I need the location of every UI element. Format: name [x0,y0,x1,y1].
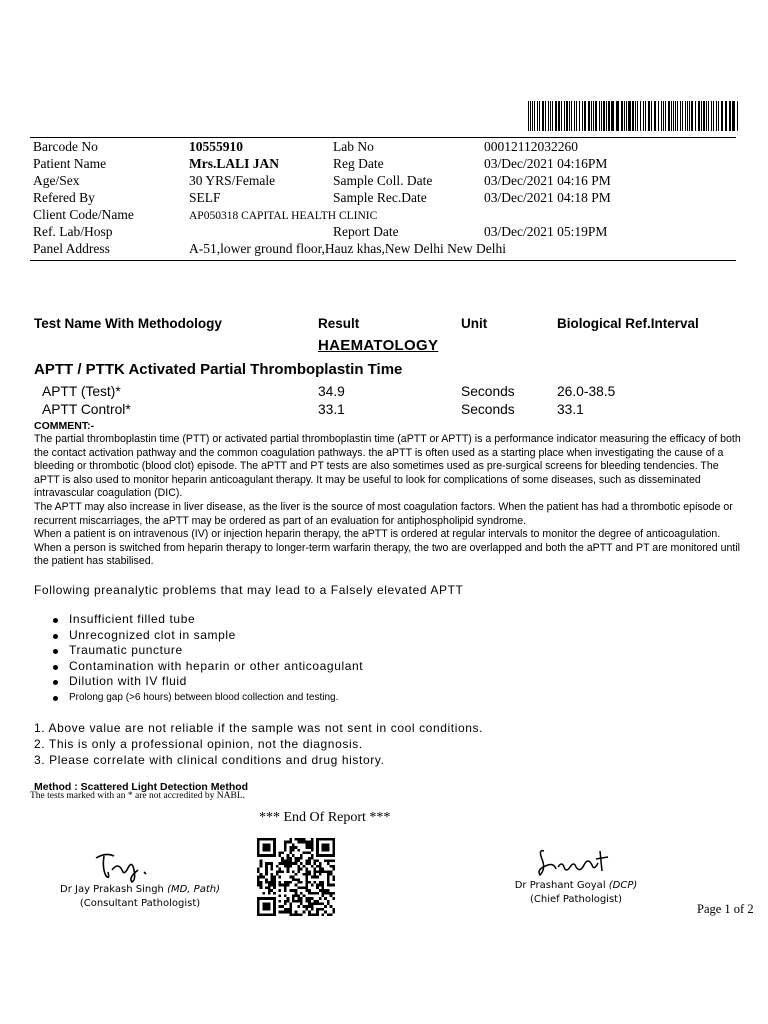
notes [34,720,483,768]
note-2: 2. This is only a professional opinion, not the diagnosis. [34,737,363,751]
doctor1-role: (Consultant Pathologist) [79,898,201,909]
result-unit-1: Seconds [461,384,515,399]
lab-value: 00012112032260 [484,139,578,154]
doctor2-role: (Chief Pathologist) [530,894,622,905]
ref-lab-label: Ref. Lab/Hosp [33,224,113,239]
patient-label: Patient Name [33,156,107,171]
client-value: AP050318 CAPITAL HEALTH CLINIC [189,210,378,222]
col-test-header: Test Name With Methodology [34,316,222,331]
header-top-rule [30,137,736,138]
bullet-icon [53,618,58,623]
regdate-value: 03/Dec/2021 04:16PM [484,156,608,171]
barcode-label: Barcode No [33,139,98,154]
doctor2-name: Dr Prashant Goyal [514,880,606,891]
patient-value: Mrs.LALI JAN [189,156,279,171]
qr-code [257,838,335,916]
panel-value: A-51,lower ground floor,Hauz khas,New Delhi New Delhi [189,241,506,256]
problem-item [52,674,363,690]
comment-label: COMMENT:- [34,420,95,432]
barcode-value: 10555910 [189,139,243,154]
comment-paragraph-2: The APTT may also increase in liver disease, as the liver is the source of most coagulation factors. When the patient has had a thrombotic episode or recurrent miscarriages, the aPTT may be ordered as part of an evaluation for antiphospholipid syndrome. [34,500,733,527]
problem-text: Prolong gap (>6 hours) between blood collection and testing. [69,691,339,703]
result-value-2: 33.1 [318,402,345,417]
patient-info [0,139,768,259]
signature-prashant-goyal [534,845,614,881]
method-text: Method : Scattered Light Detection Method [34,781,249,793]
collect-value: 03/Dec/2021 04:16 PM [484,173,611,188]
problem-text: Unrecognized clot in sample [69,627,236,642]
problem-item [52,659,363,675]
signature-jay-prakash-singh [92,850,162,884]
problem-text: Contamination with heparin or other anticoagulant [69,658,364,673]
report-date-label: Report Date [333,224,399,239]
bullet-icon [53,696,58,701]
doctor1-name: Dr Jay Prakash Singh [60,884,164,895]
nabl-note: The tests marked with an * are not accredited by NABL. [30,791,245,801]
comment-paragraph-1: The partial thromboplastin time (PTT) or activated partial thromboplastin time (aPTT or APTT) is a performance indicator measuring the efficacy of both the contact activation pathway and the common coagulation pathways. the aPTT is often used as a starting place when investigating the cause of a bleeding or thrombotic (blood clot) episode. The aPTT and PT tests are also sometimes used as pre-surgical screens for bleeding tendencies. The aPTT is also used to monitor heparin anticoagulant therapy. It may be useful to look for complications of some diseases, such as disseminated intravascular coagulation (DIC). [34,433,741,500]
note-1: 1. Above value are not reliable if the sample was not sent in cool conditions. [34,721,484,735]
regdate-label: Reg Date [333,156,384,171]
barcode-graphic [528,101,742,131]
client-label: Client Code/Name [33,207,134,222]
problem-item [52,690,363,706]
result-ref-1: 26.0-38.5 [557,384,616,399]
collect-label: Sample Coll. Date [333,173,433,188]
end-of-report: *** End Of Report *** [259,810,391,825]
problem-item [52,643,363,659]
doctor1-qual: (MD, Path) [167,884,220,895]
result-name-2: APTT Control* [42,402,131,417]
result-unit-2: Seconds [461,402,515,417]
col-ref-header: Biological Ref.Interval [557,316,699,331]
page-number: Page 1 of 2 [697,902,754,916]
agesex-value: 30 YRS/Female [189,173,276,188]
doctor2-signature-block [476,879,676,907]
problem-item [52,628,363,644]
report-date-value: 03/Dec/2021 05:19PM [484,224,608,239]
problem-text: Traumatic puncture [69,643,183,658]
col-result-header: Result [318,316,360,331]
problems-list [52,612,363,706]
test-title: APTT / PTTK Activated Partial Thromboplastin Time [34,361,403,378]
bullet-icon [53,665,58,670]
problem-item [52,612,363,628]
problem-text: Dilution with IV fluid [69,674,187,689]
note-3: 3. Please correlate with clinical conditions and drug history. [34,753,385,767]
comment-body [34,433,746,569]
department-heading: HAEMATOLOGY [318,337,439,354]
comment-paragraph-3: When a patient is on intravenous (IV) or injection heparin therapy, the aPTT is ordered at regular intervals to monitor the degree of anticoagulation. When a person is switched from heparin therapy to longer-term warfarin therapy, the two are overlapped and both the aPTT and PT are monitored until the patient has stabilised. [34,528,741,568]
recdate-label: Sample Rec.Date [333,190,427,205]
col-unit-header: Unit [461,316,488,331]
problem-text: Insufficient filled tube [69,612,196,626]
bullet-icon [53,634,58,639]
result-name-1: APTT (Test)* [42,384,121,399]
doctor2-qual: (DCP) [608,880,638,891]
referred-label: Refered By [33,190,95,205]
result-value-1: 34.9 [318,384,345,399]
bullet-icon [53,649,58,654]
doctor1-signature-block [40,883,240,911]
recdate-value: 03/Dec/2021 04:18 PM [484,190,611,205]
agesex-label: Age/Sex [33,173,80,188]
header-bottom-rule [30,260,736,261]
bullet-icon [53,680,58,685]
problems-title: Following preanalytic problems that may lead to a Falsely elevated APTT [34,583,464,597]
referred-value: SELF [189,190,221,205]
panel-label: Panel Address [33,241,110,256]
result-ref-2: 33.1 [557,402,584,417]
lab-label: Lab No [333,139,374,154]
